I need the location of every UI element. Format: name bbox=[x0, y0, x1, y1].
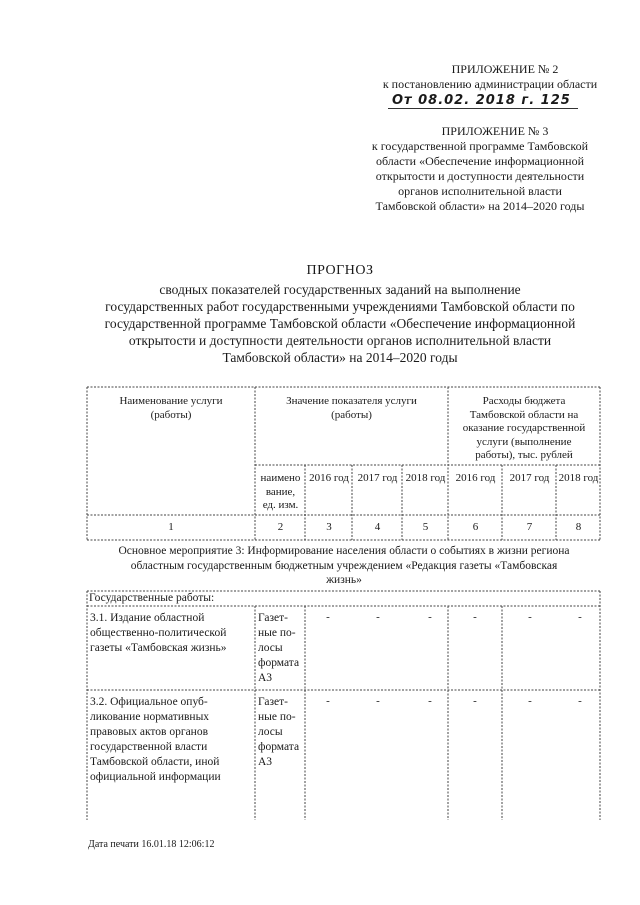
column-number: 5 bbox=[422, 521, 429, 533]
row-2-unit bbox=[258, 695, 305, 770]
section-line: жизнь» bbox=[326, 574, 362, 586]
appendix-2-title: ПРИЛОЖЕНИЕ № 2 bbox=[451, 62, 559, 76]
title-line: государственных работ государственными учреждениями Тамбовской области по bbox=[105, 299, 575, 314]
column-number: 8 bbox=[575, 521, 582, 533]
row-1-unit bbox=[258, 611, 305, 686]
row-text: 3.2. Официальное опуб- bbox=[90, 696, 208, 708]
header-year-2017: 2017 год bbox=[357, 472, 398, 484]
header-expense-year-2017: 2017 год bbox=[509, 472, 550, 484]
row-text: формата bbox=[258, 741, 300, 753]
header-expense-year-2016: 2016 год bbox=[455, 472, 496, 484]
row-1-value: - bbox=[528, 611, 532, 623]
row-text: газеты «Тамбовская жизнь» bbox=[90, 642, 227, 654]
row-2-value: - bbox=[528, 695, 532, 707]
row-2-service-name bbox=[90, 695, 254, 785]
header-text: (работы) bbox=[150, 408, 192, 421]
header-text: оказание государственной bbox=[462, 422, 586, 434]
row-text: Тамбовской области, иной bbox=[90, 756, 220, 768]
header-text: Значение показателя услуги bbox=[286, 395, 417, 407]
appendix-3-line: к государственной программе Тамбовской bbox=[371, 139, 589, 153]
header-text: услуги (выполнение bbox=[476, 435, 572, 448]
row-text: лосы bbox=[258, 726, 283, 738]
row-1-value: - bbox=[578, 611, 582, 623]
header-text: наимено bbox=[260, 472, 301, 484]
title-line: государственной программе Тамбовской области «Обеспечение информационной bbox=[104, 316, 576, 331]
header-text: Тамбовской области на bbox=[469, 408, 579, 421]
row-text: 3.1. Издание областной bbox=[90, 612, 205, 624]
appendix-3-line: Тамбовской области» на 2014–2020 годы bbox=[375, 199, 585, 213]
row-1-service-name bbox=[90, 611, 254, 656]
header-expense-year-2018: 2018 год bbox=[558, 472, 599, 484]
row-text: общественно-политической bbox=[90, 627, 227, 639]
header-indicator-value bbox=[256, 395, 447, 422]
section-line: областным государственным бюджетным учреждением «Редакция газеты «Тамбовская bbox=[130, 559, 558, 572]
column-number: 3 bbox=[326, 521, 332, 533]
row-text: правовых актов органов bbox=[90, 726, 209, 738]
section-heading bbox=[84, 544, 604, 588]
appendix-3-line: открытости и доступности деятельности bbox=[375, 169, 585, 183]
column-number: 2 bbox=[277, 521, 284, 533]
header-year-2018: 2018 год bbox=[405, 472, 446, 484]
appendix-3-line: органов исполнительной власти bbox=[398, 184, 562, 198]
appendix-2-subtitle: к постановлению администрации области bbox=[382, 77, 598, 91]
row-text: лосы bbox=[258, 642, 283, 654]
row-text: ликование нормативных bbox=[90, 711, 210, 723]
print-date: Дата печати 16.01.18 12:06:12 bbox=[88, 839, 215, 850]
header-text: работы), тыс. рублей bbox=[475, 449, 573, 461]
header-service-name bbox=[88, 395, 254, 422]
section-line: Основное мероприятие 3: Информирование населения области о событиях в жизни региона bbox=[118, 545, 570, 557]
title-line: открытости и доступности деятельности органов исполнительной власти bbox=[128, 333, 552, 348]
group-label: Государственные работы: bbox=[89, 592, 215, 604]
row-1-value: - bbox=[473, 611, 477, 623]
row-text: Газет- bbox=[258, 612, 288, 624]
header-budget-expenses bbox=[449, 395, 599, 463]
appendix-3-title: ПРИЛОЖЕНИЕ № 3 bbox=[441, 124, 549, 138]
column-number: 4 bbox=[374, 521, 381, 533]
row-text: государственной власти bbox=[90, 741, 208, 753]
header-text: ед. изм. bbox=[262, 499, 299, 511]
row-text: официальной информации bbox=[90, 771, 221, 783]
column-number: 7 bbox=[526, 521, 533, 533]
row-text: Газет- bbox=[258, 696, 288, 708]
column-number: 1 bbox=[168, 521, 174, 533]
header-text: вание, bbox=[265, 485, 296, 498]
row-2-value: - bbox=[428, 695, 432, 707]
header-text: (работы) bbox=[331, 408, 372, 421]
header-unit-name bbox=[256, 472, 305, 513]
row-text: А3 bbox=[258, 756, 273, 768]
row-2-value: - bbox=[473, 695, 477, 707]
row-1-value: - bbox=[326, 611, 330, 623]
row-2-value: - bbox=[578, 695, 582, 707]
title-line: сводных показателей государственных заданий на выполнение bbox=[159, 282, 521, 297]
row-2-value: - bbox=[376, 695, 380, 707]
header-text: Наименование услуги bbox=[119, 395, 223, 407]
handwritten-reference: От 08.02. 2018 г. 125 bbox=[392, 93, 571, 108]
header-text: Расходы бюджета bbox=[482, 395, 566, 407]
row-text: А3 bbox=[258, 672, 273, 684]
title-heading: ПРОГНОЗ bbox=[306, 263, 374, 278]
appendix-3-line: области «Обеспечение информационной bbox=[375, 154, 585, 168]
row-text: ные по- bbox=[258, 711, 296, 723]
row-text: формата bbox=[258, 657, 300, 669]
column-number: 6 bbox=[472, 521, 479, 533]
row-2-value: - bbox=[326, 695, 330, 707]
header-year-2016: 2016 год bbox=[309, 472, 349, 484]
row-1-value: - bbox=[376, 611, 380, 623]
title-line: Тамбовской области» на 2014–2020 годы bbox=[222, 350, 458, 365]
row-1-value: - bbox=[428, 611, 432, 623]
row-text: ные по- bbox=[258, 627, 296, 639]
